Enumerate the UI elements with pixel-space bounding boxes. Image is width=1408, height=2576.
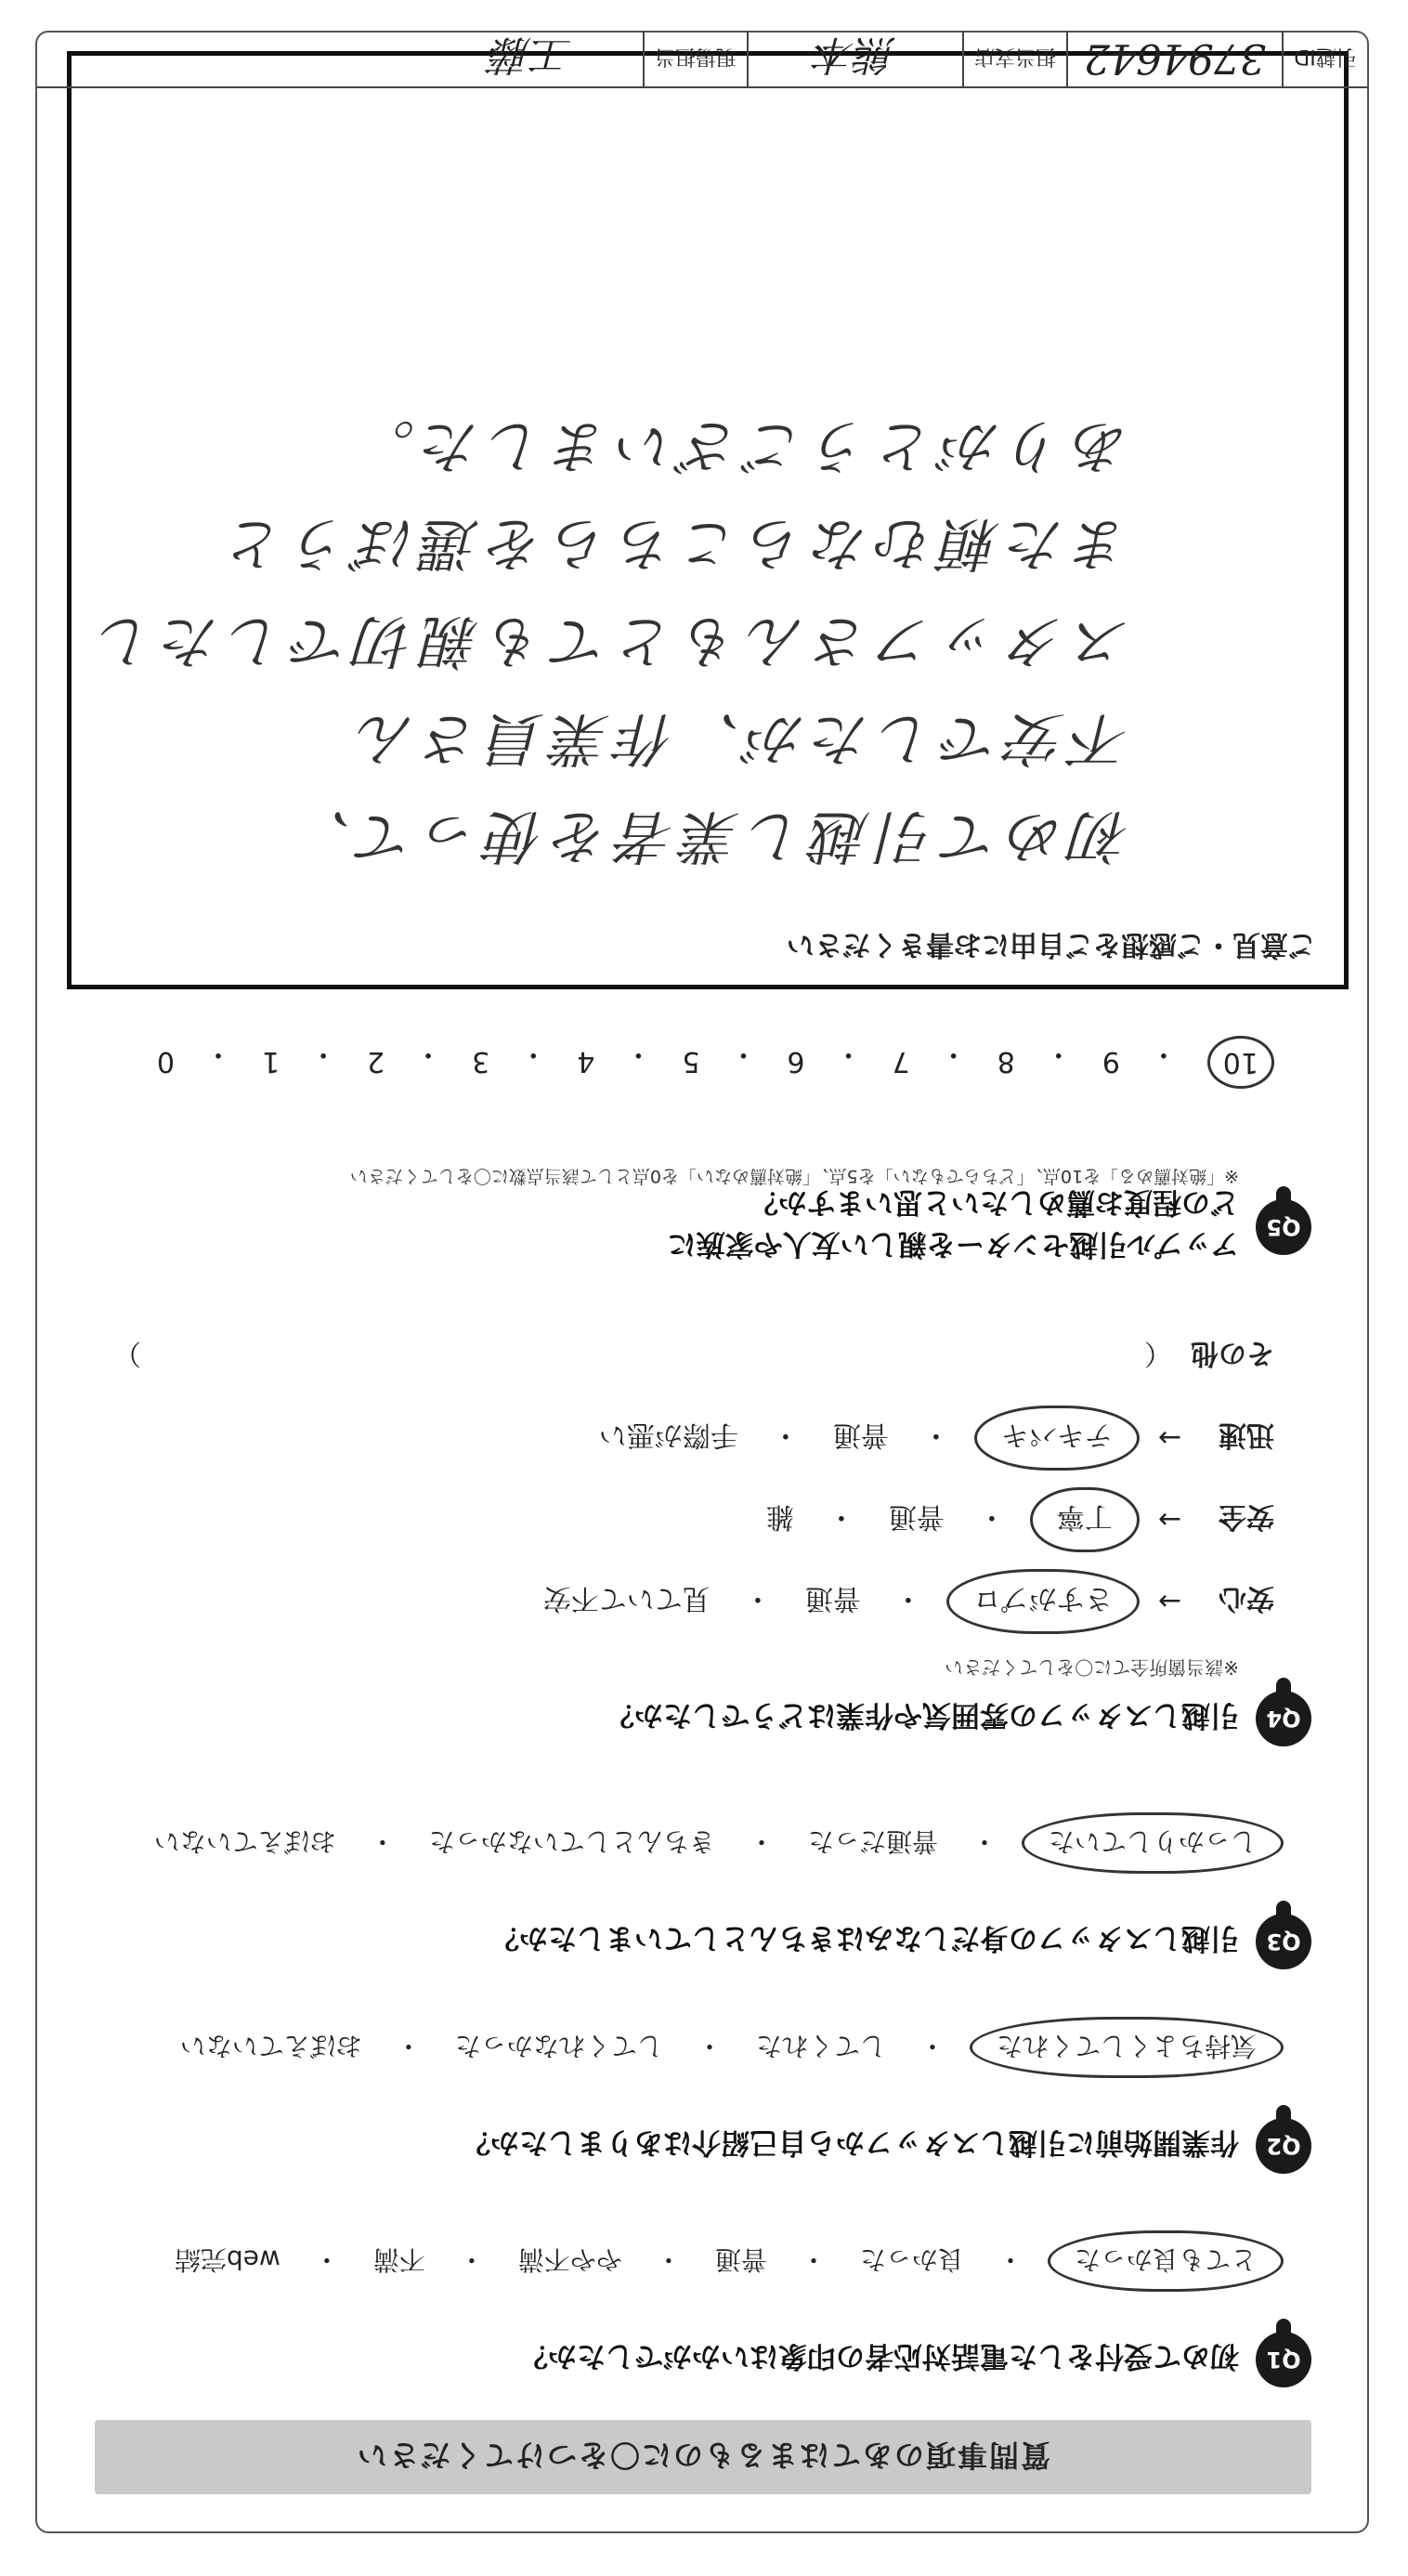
comment-line-5: ありがとうございました。 (349, 412, 1130, 480)
q4-option-careful[interactable]: 丁寧 (1030, 1487, 1140, 1552)
q1-option-very-good[interactable]: とても良かった (1048, 2230, 1284, 2292)
comment-line-1: 初めて引越し業者を使って、 (286, 803, 1130, 870)
q5-score-5[interactable]: 5 (682, 1045, 700, 1078)
q5-score-8[interactable]: 8 (997, 1045, 1015, 1078)
question-3 (85, 1812, 1311, 1974)
q2-options: 気持ちよくしてくれた ・ してくれた ・ してくれなかった ・ おぼえていない (85, 2017, 1284, 2078)
q1-options: とても良かった ・ 良かった ・ 普通 ・ やや不満 ・ 不満 ・ web完結 (85, 2230, 1284, 2292)
comment-line-2: 不安でしたが、作業員さん (349, 705, 1130, 773)
arrow-icon: → (1157, 1503, 1181, 1536)
q4-row-reassurance: 安心 → さすがプロ ・ 普通 ・ 見ていて不安 (85, 1574, 1274, 1629)
instructions-banner: 質問事項のあてはまるものに〇をつけてください (95, 2420, 1311, 2494)
q5-score-9[interactable]: 9 (1102, 1045, 1120, 1078)
q3-options: しっかりしていた ・ 普通だった ・ きちんとしていなかった ・ おぼえていない (85, 1812, 1284, 1874)
q4-other-open-paren: （ (1144, 1337, 1172, 1369)
q3-text: 引越しスタッフの身だしなみはきちんとしていましたか？ (490, 1921, 1239, 1955)
branch-value: 熊本 (747, 31, 962, 86)
q4-text: 引越しスタッフの雰囲気や作業はどうでしたか？ (606, 1698, 1239, 1733)
q5-score-7[interactable]: 7 (892, 1045, 910, 1078)
q5-score-0[interactable]: 0 (156, 1045, 175, 1078)
q1-option-somewhat-dissatisfied[interactable]: やや不満 (517, 2244, 622, 2275)
branch-label: 担当支店 (962, 31, 1066, 86)
q4-option-rough[interactable]: 雑 (765, 1500, 794, 1533)
q4-other-close-paren: ） (113, 1337, 141, 1369)
q5-score-scale: 10 ・ 9 ・ 8 ・ 7 ・ 6 ・ 5 ・ 4 ・ 3 ・ 2 ・ 1 ・ 0 (127, 1036, 1274, 1078)
q3-badge-icon: Q3 (1256, 1914, 1311, 1969)
q2-option-yes[interactable]: してくれた (755, 2031, 886, 2061)
q4-row-label: 安心 (1219, 1582, 1274, 1615)
comments-box[interactable] (67, 51, 1349, 989)
q5-score-3[interactable]: 3 (472, 1045, 490, 1078)
q3-option-not-neat[interactable]: きちんとしていなかった (428, 1826, 715, 1857)
q4-row-other (85, 1328, 1274, 1384)
q5-text-line2: どの程度お薦めしたいと思いますか？ (750, 1185, 1239, 1219)
q4-option-quick[interactable]: テキパキ (974, 1406, 1140, 1471)
id-label: 引越ID (1282, 31, 1367, 86)
q4-other-field[interactable] (141, 1338, 1144, 1375)
q4-option-clumsy[interactable]: 手際が悪い (598, 1419, 738, 1451)
q5-score-4[interactable]: 4 (577, 1045, 595, 1078)
q3-option-dont-remember[interactable]: おぼえていない (153, 1826, 336, 1857)
q1-option-dissatisfied[interactable]: 不満 (372, 2244, 425, 2275)
footer-id-row (37, 31, 1367, 88)
q1-text: 初めて受付をした電話対応者の印象はいかがでしたか？ (519, 2339, 1239, 2373)
q3-option-normal[interactable]: 普通だった (807, 1826, 938, 1857)
q4-option-uneasy[interactable]: 見ていて不安 (542, 1582, 711, 1615)
comment-line-4: また頼むならこちらを選ぼうと (219, 510, 1130, 578)
q1-option-web[interactable]: web完結 (174, 2244, 280, 2275)
q2-badge-icon: Q2 (1256, 2118, 1311, 2174)
q2-option-pleasant[interactable]: 気持ちよくしてくれた (970, 2017, 1284, 2078)
q5-score-1[interactable]: 1 (261, 1045, 280, 1078)
arrow-icon: → (1157, 1421, 1181, 1455)
q4-row-safety: 安全 → 丁寧 ・ 普通 ・ 雑 (85, 1492, 1274, 1548)
q5-score-2[interactable]: 2 (367, 1045, 385, 1078)
q1-option-good[interactable]: 良かった (859, 2244, 964, 2275)
q4-other-label: その他 (1191, 1337, 1274, 1369)
q4-row-speed: 迅速 → テキパキ ・ 普通 ・ 手際が悪い (85, 1410, 1274, 1466)
q1-badge-icon: Q1 (1256, 2332, 1311, 2387)
question-4 (85, 1328, 1311, 1751)
q4-note: ※該当箇所全てに〇をしてください (945, 1656, 1239, 1679)
q4-option-normal[interactable]: 普通 (804, 1582, 861, 1615)
q5-score-6[interactable]: 6 (787, 1045, 805, 1078)
leader-value: 工藤 (490, 31, 572, 78)
q4-row-label: 迅速 (1219, 1419, 1274, 1451)
comments-title: ご意見・ご感想をご自由にお書きください (787, 928, 1316, 961)
q4-option-normal[interactable]: 普通 (832, 1419, 889, 1451)
q2-text: 作業開始前に引越しスタッフから自己紹介はありましたか？ (462, 2125, 1239, 2160)
q2-option-dont-remember[interactable]: おぼえていない (179, 2031, 362, 2061)
q2-option-no[interactable]: してくれなかった (454, 2031, 663, 2061)
id-value: 3794642 (1066, 31, 1282, 86)
q1-option-normal[interactable]: 普通 (714, 2244, 767, 2275)
q5-text-line1: アップル引越センターを親しい友人や家族に (667, 1227, 1239, 1261)
q5-note: ※「絶対薦める」を10点、「どちらでもない」を5点、「絶対薦めない」を0点として該当点数に〇をしてください (349, 1166, 1239, 1186)
comment-line-3: スタッフさんもとても親切でしたし (89, 608, 1130, 675)
question-2 (85, 2017, 1311, 2178)
q4-option-pro[interactable]: さすがプロ (946, 1569, 1140, 1634)
leader-label: 現場担当 (643, 31, 747, 86)
question-1 (85, 2230, 1311, 2392)
question-5 (85, 1165, 1311, 1268)
arrow-icon: → (1157, 1585, 1181, 1618)
survey-card (35, 31, 1369, 2533)
q4-badge-icon: Q4 (1256, 1691, 1311, 1746)
q5-score-10[interactable]: 10 (1207, 1036, 1274, 1089)
q3-option-neat[interactable]: しっかりしていた (1022, 1812, 1284, 1874)
q4-option-normal[interactable]: 普通 (888, 1500, 945, 1533)
q4-row-label: 安全 (1219, 1500, 1274, 1533)
q5-badge-icon: Q5 (1256, 1199, 1311, 1255)
